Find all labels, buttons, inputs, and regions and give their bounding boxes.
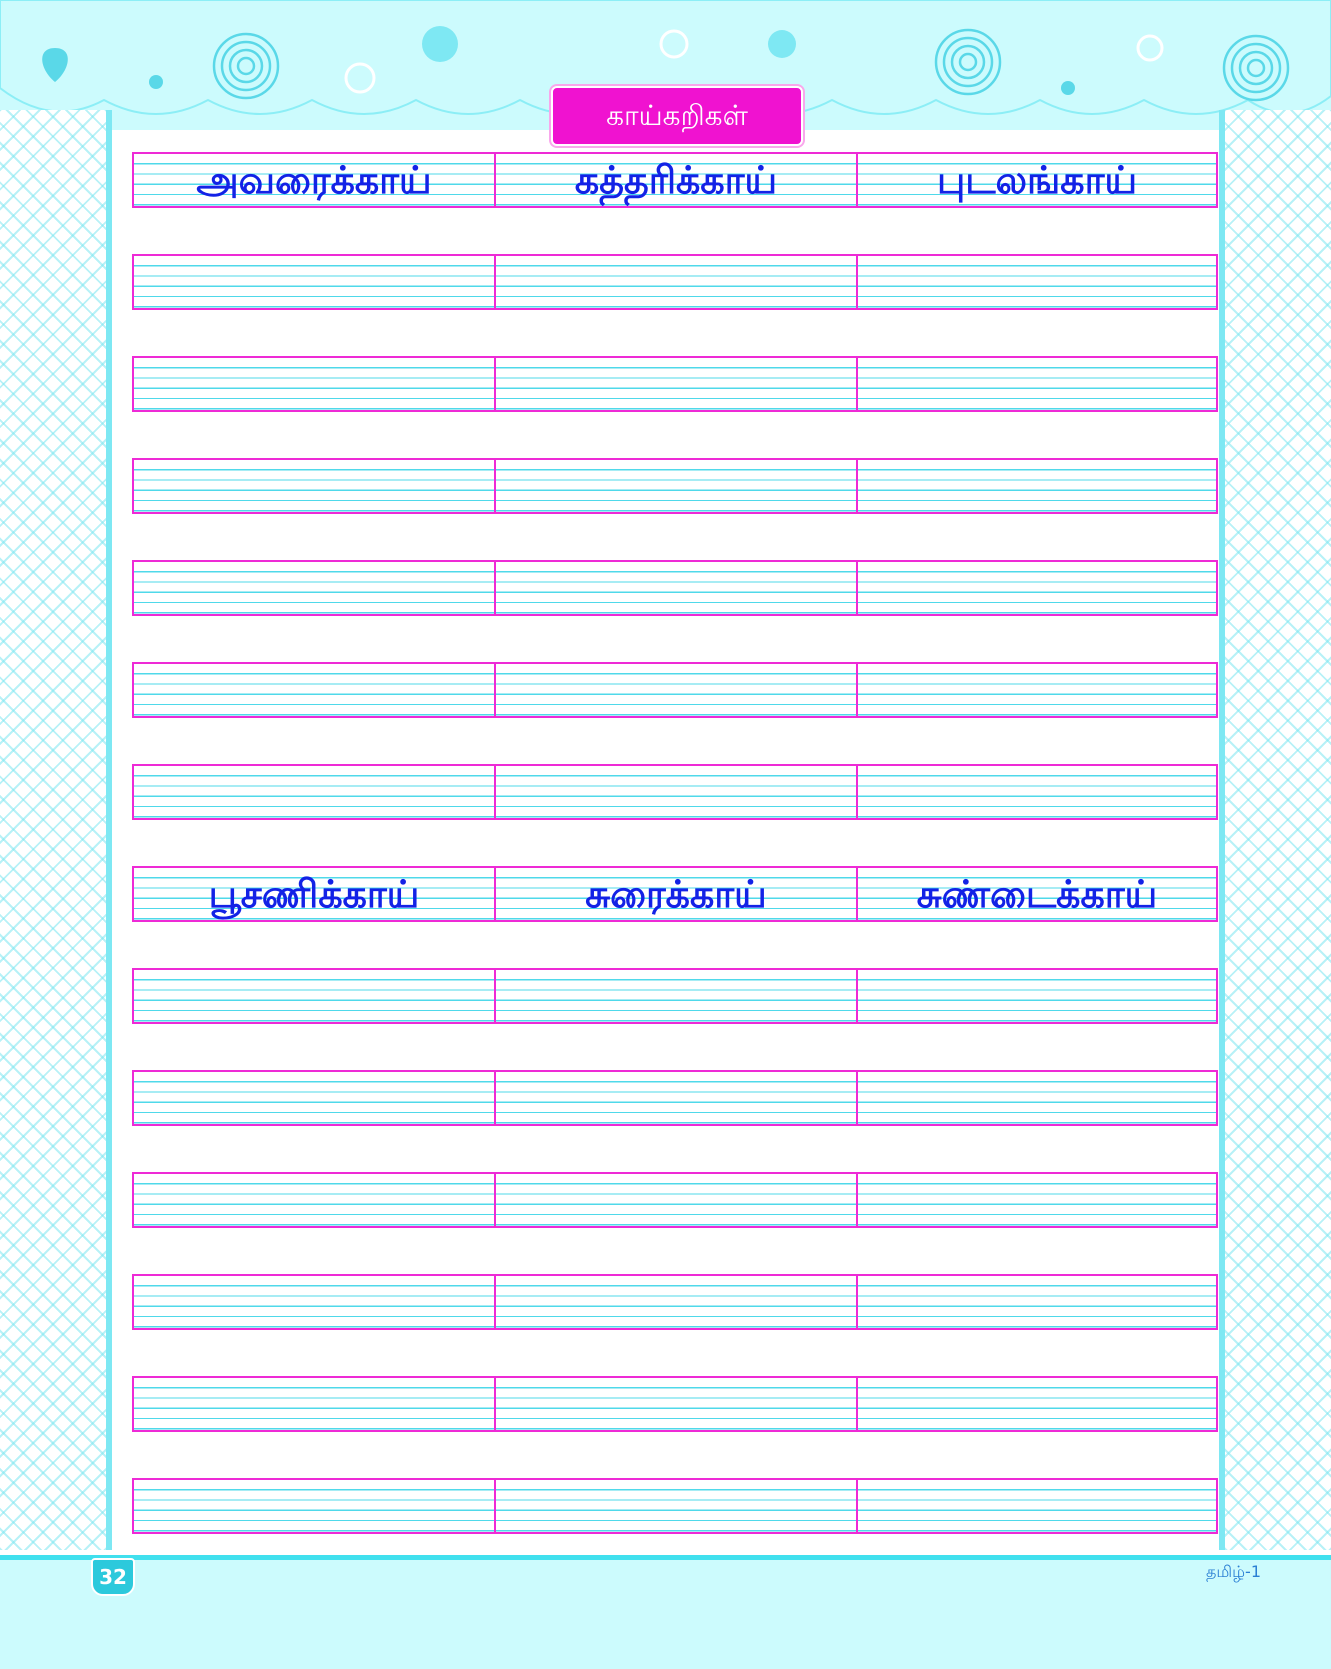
writing-cell[interactable] (858, 1276, 1216, 1328)
right-lattice-border (1219, 110, 1331, 1550)
writing-cell[interactable] (134, 1276, 496, 1328)
writing-cell[interactable] (858, 1174, 1216, 1226)
writing-row[interactable] (132, 1376, 1218, 1432)
writing-cell[interactable] (134, 1072, 496, 1124)
writing-row[interactable] (132, 662, 1218, 718)
writing-cell[interactable] (496, 664, 858, 716)
writing-row[interactable] (132, 254, 1218, 310)
writing-cell[interactable] (858, 664, 1216, 716)
word-label: சுரைக்காய் (585, 872, 767, 916)
writing-cell[interactable] (858, 1480, 1216, 1532)
word-cell (496, 154, 858, 206)
writing-cell[interactable] (134, 766, 496, 818)
word-label: கத்தரிக்காய் (574, 158, 778, 202)
writing-cell[interactable] (496, 1174, 858, 1226)
writing-cell[interactable] (134, 1480, 496, 1532)
writing-cell[interactable] (496, 358, 858, 410)
writing-cell[interactable] (858, 1072, 1216, 1124)
writing-cell[interactable] (858, 766, 1216, 818)
writing-cell[interactable] (858, 1378, 1216, 1430)
writing-row[interactable] (132, 1172, 1218, 1228)
writing-row[interactable] (132, 356, 1218, 412)
writing-cell[interactable] (134, 358, 496, 410)
writing-cell[interactable] (134, 562, 496, 614)
writing-row[interactable] (132, 560, 1218, 616)
writing-row[interactable] (132, 1478, 1218, 1534)
word-label: சுண்டைக்காய் (916, 872, 1158, 916)
writing-cell[interactable] (858, 460, 1216, 512)
writing-cell[interactable] (496, 970, 858, 1022)
writing-cell[interactable] (858, 970, 1216, 1022)
writing-cell[interactable] (134, 1174, 496, 1226)
word-cell (858, 154, 1216, 206)
word-label: புடலங்காய் (936, 158, 1138, 202)
word-cell (134, 868, 496, 920)
word-row (132, 152, 1218, 208)
word-label: அவரைக்காய் (196, 158, 432, 202)
writing-row[interactable] (132, 1070, 1218, 1126)
page-number-badge: 32 (91, 1558, 135, 1596)
writing-cell[interactable] (858, 358, 1216, 410)
writing-cell[interactable] (496, 460, 858, 512)
word-cell (496, 868, 858, 920)
word-row (132, 866, 1218, 922)
writing-cell[interactable] (496, 1276, 858, 1328)
writing-row[interactable] (132, 1274, 1218, 1330)
word-label: பூசணிக்காய் (208, 872, 420, 916)
writing-cell[interactable] (496, 1072, 858, 1124)
left-lattice-border (0, 110, 112, 1550)
word-cell (134, 154, 496, 206)
writing-cell[interactable] (134, 664, 496, 716)
writing-cell[interactable] (134, 1378, 496, 1430)
page-title: காய்கறிகள் (551, 86, 803, 146)
writing-cell[interactable] (134, 256, 496, 308)
word-cell (858, 868, 1216, 920)
writing-cell[interactable] (858, 256, 1216, 308)
writing-row[interactable] (132, 458, 1218, 514)
writing-cell[interactable] (134, 970, 496, 1022)
writing-cell[interactable] (496, 256, 858, 308)
book-title: தமிழ்-1 (1206, 1562, 1261, 1581)
writing-cell[interactable] (134, 460, 496, 512)
writing-row[interactable] (132, 968, 1218, 1024)
footer-band (0, 1555, 1331, 1669)
writing-cell[interactable] (496, 1480, 858, 1532)
writing-row[interactable] (132, 764, 1218, 820)
writing-cell[interactable] (496, 562, 858, 614)
writing-cell[interactable] (496, 766, 858, 818)
writing-cell[interactable] (858, 562, 1216, 614)
writing-cell[interactable] (496, 1378, 858, 1430)
